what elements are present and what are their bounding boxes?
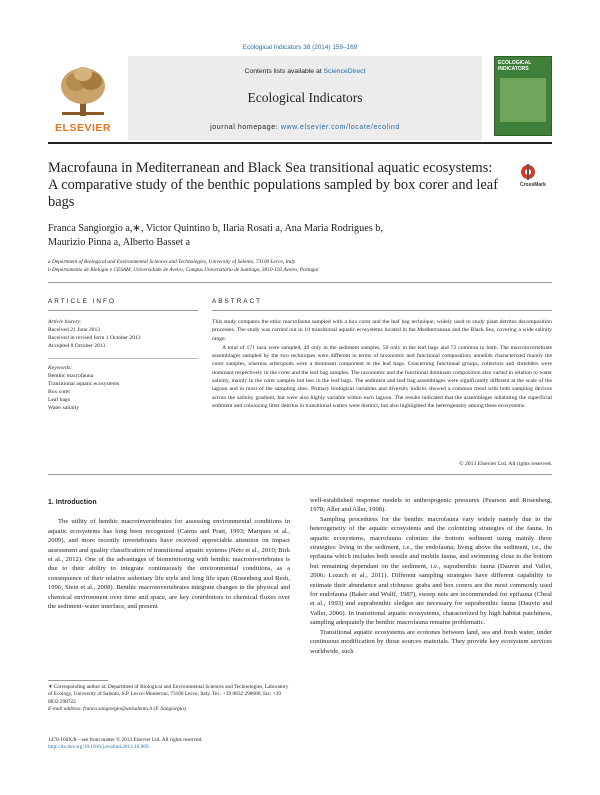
keywords-label: Keywords: [48,365,73,371]
abstract-body [212,318,552,410]
revised-date: Received in revised form 1 October 2013 [48,335,141,341]
crossmark-label: CrossMark [520,182,546,188]
homepage-link[interactable]: www.elsevier.com/locate/ecolind [280,124,400,131]
keyword: Leaf bags [48,397,70,403]
cover-title: ECOLOGICAL INDICATORS [498,60,532,72]
contents-prefix: Contents lists available at [244,68,324,75]
divider [48,358,198,359]
body-column-right [310,496,552,656]
copyright: © 2013 Elsevier Ltd. All rights reserved. [459,461,552,467]
email-address[interactable]: E-mail address: franca.sangiorgio@unisalento.it (F. Sangiorgio). [48,706,187,713]
author-line-1[interactable]: Franca Sangiorgio a,∗, Victor Quintino b, Ilaria Rosati a, Ana Maria Rodrigues b, [48,223,383,234]
issn-line: 1470-160X/$ – see front matter © 2013 Elsevier Ltd. All rights reserved. [48,737,203,743]
divider [212,310,552,311]
doi-link[interactable]: http://dx.doi.org/10.1016/j.ecolind.2013.10.009 [48,744,149,751]
body-paragraph: Transitional aquatic ecosystems are ecotones between land, sea and fresh water, under continuous modification by those sources materials. They provide key ecosystem services worldwide, such [310,628,552,655]
journal-homepage [128,124,482,131]
divider [48,310,198,311]
affiliation-a: a Department of Biological and Environmental Sciences and Technologies, University of Salento, 73100 Lecce, Italy [48,259,296,265]
journal-title: Ecological Indicators [247,90,363,105]
abstract-paragraph: A total of 171 taxa were sampled, 49 only in the sediment samples, 50 only in the leaf bags and 72 common to both. The macroinvertebrate assemblages sampled by the two techniques were different in terms of taxonomic and functional composition; annelids characterized mainly the corer samples, whereas arthropods were a dominant component in the leaf bags. Concerning functional groups, collectors and shredders were dominant respectively in the corer and the leaf bag samples. The taxonomic and the functional dominant composition also varied in relation to water salinity, mainly in the corer samples but less in the leaf bags. The sediment and leaf bag assemblages were significantly different at the scale of the lagoon and in most of the sampling sites. Primary biological variables and diversity indices showed a common trend with both sampling devices across the salinity gradient, but were also highly variable within each lagoon. The results indicated that the assemblages inhabiting the superficial sediment and colonizing litter detritus in transitional waters were distinct, but also highlighted the heterogeneity among these ecosystems. [212,344,552,409]
divider [48,282,552,283]
keyword: Transitional aquatic ecosystems [48,381,120,387]
history-label: Article history: [48,319,83,325]
author-line-2[interactable]: Maurizio Pinna a, Alberto Basset a [48,237,191,248]
cover-image [500,78,546,122]
body-column-left [48,498,290,611]
elsevier-tree-icon [58,64,108,118]
received-date: Received 21 June 2013 [48,327,101,333]
article-history [48,318,198,350]
footnote-text: ∗ Corresponding author at: Department of Biological and Environmental Sciences and Technologies, Laboratory of Ecology, University of Salento, S.P. Lecce-Monteroni, 73100 Lecce, Italy. Tel.: +39 0832 298606; fax: +39 0832 298722. [48,684,289,705]
contents-line [128,68,482,75]
footnote-rule [48,680,108,681]
abstract-heading: ABSTRACT [212,298,263,305]
abstract-paragraph: This study compares the ethic macrofauna sampled with a box corer and the leaf bag technique, widely used to study plant detritus decomposition processes. The study was carried out in 10 transitional aquatic ecosystems located in the Mediterranean and the Black Sea, covering a wide salinity range. [212,319,552,342]
affiliation-b: b Departamento de Biologia e CESAM, Universidade de Aveiro, Campus Universitário de Santiago, 3810-193 Aveiro, Portugal [48,267,319,273]
author-list [48,222,528,250]
accepted-date: Accepted 8 October 2013 [48,343,106,349]
header-rule [48,142,552,144]
section-heading: 1. Introduction [48,499,97,506]
sciencedirect-link[interactable]: ScienceDirect [323,68,366,75]
body-paragraph: The utility of benthic macroinvertebrates for assessing environmental conditions in aquatic ecosystems has long been recognized (Cairns and Pratt, 1993; Marques et al., 2009), and more recently invertebrates have received appreciable attention on impact assessment and quality classification of transitional aquatic systems (Neto et al., 2010; Birk et al., 2012). One of the advantages of biomonitoring with benthic macroinvertebrates is due to their ability to integrate continuously the environmental conditions, as a consequence of their relative sedentary life style and long life span (Rosenberg and Resh, 1996; Stein et al., 2008). Benthic macroinvertebrates integrate changes in the physical and chemical environment over time and space, are key contributors to chemical fluxes over the sediment–water interface, and present [48,518,290,611]
article-title: Macrofauna in Mediterranean and Black Sea transitional aquatic ecosystems: A comparative study of the benthic populations sampled by box corer and leaf bags [48,160,498,210]
corresponding-author-footnote [48,684,290,714]
elsevier-wordmark: ELSEVIER [55,122,111,134]
keyword: Benthic macrofauna [48,373,94,379]
issn-block [48,737,290,752]
affiliations [48,258,548,274]
crossmark-badge[interactable] [520,162,554,190]
article-info-heading: ARTICLE INFO [48,298,116,305]
body-paragraph: well-established response models to anthropogenic pressures (Pearson and Rosenberg, 1978; Aller and Aller, 1998). [310,497,552,514]
journal-reference[interactable]: Ecological Indicators 38 (2014) 159–169 [242,44,358,51]
body-paragraph: Sampling procedures for the benthic macrofauna vary widely namely due to the heterogeneity of the aquatic ecosystems and the colonizing strategies of the fauna. In aquatic ecosystems, macrofauna colonize the bottom sediment using mainly three strategies: living in the sediment, i.e., the endofauna; living above the sediment, i.e., the epifauna which includes both sessile and mobile fauna, and swimming close to the bottom but remaining dependant on the sediment, i.e., suprabenthic fauna (Dauvin and Vallet, 2006; Lozach et al., 2011). Different sampling strategies have different capability to estimate their abundance and richness: grabs and box corers are the most commonly used for endofauna (Baker and Wolff, 1987), sweep nets are recommended for epifauna (Cheal et al., 1993) and suprabenthic sledges are necessary for suprabenthic fauna (Dauvin and Vallet, 2006). In transitional aquatic ecosystems, characterized by high habitat patchiness, sampling adequately the benthic macrofauna remains problematic. [310,515,552,627]
keyword: Box corer [48,389,71,395]
keyword: Water salinity [48,405,80,411]
keywords [48,364,198,412]
homepage-prefix: journal homepage: [210,124,281,131]
divider [48,474,552,475]
